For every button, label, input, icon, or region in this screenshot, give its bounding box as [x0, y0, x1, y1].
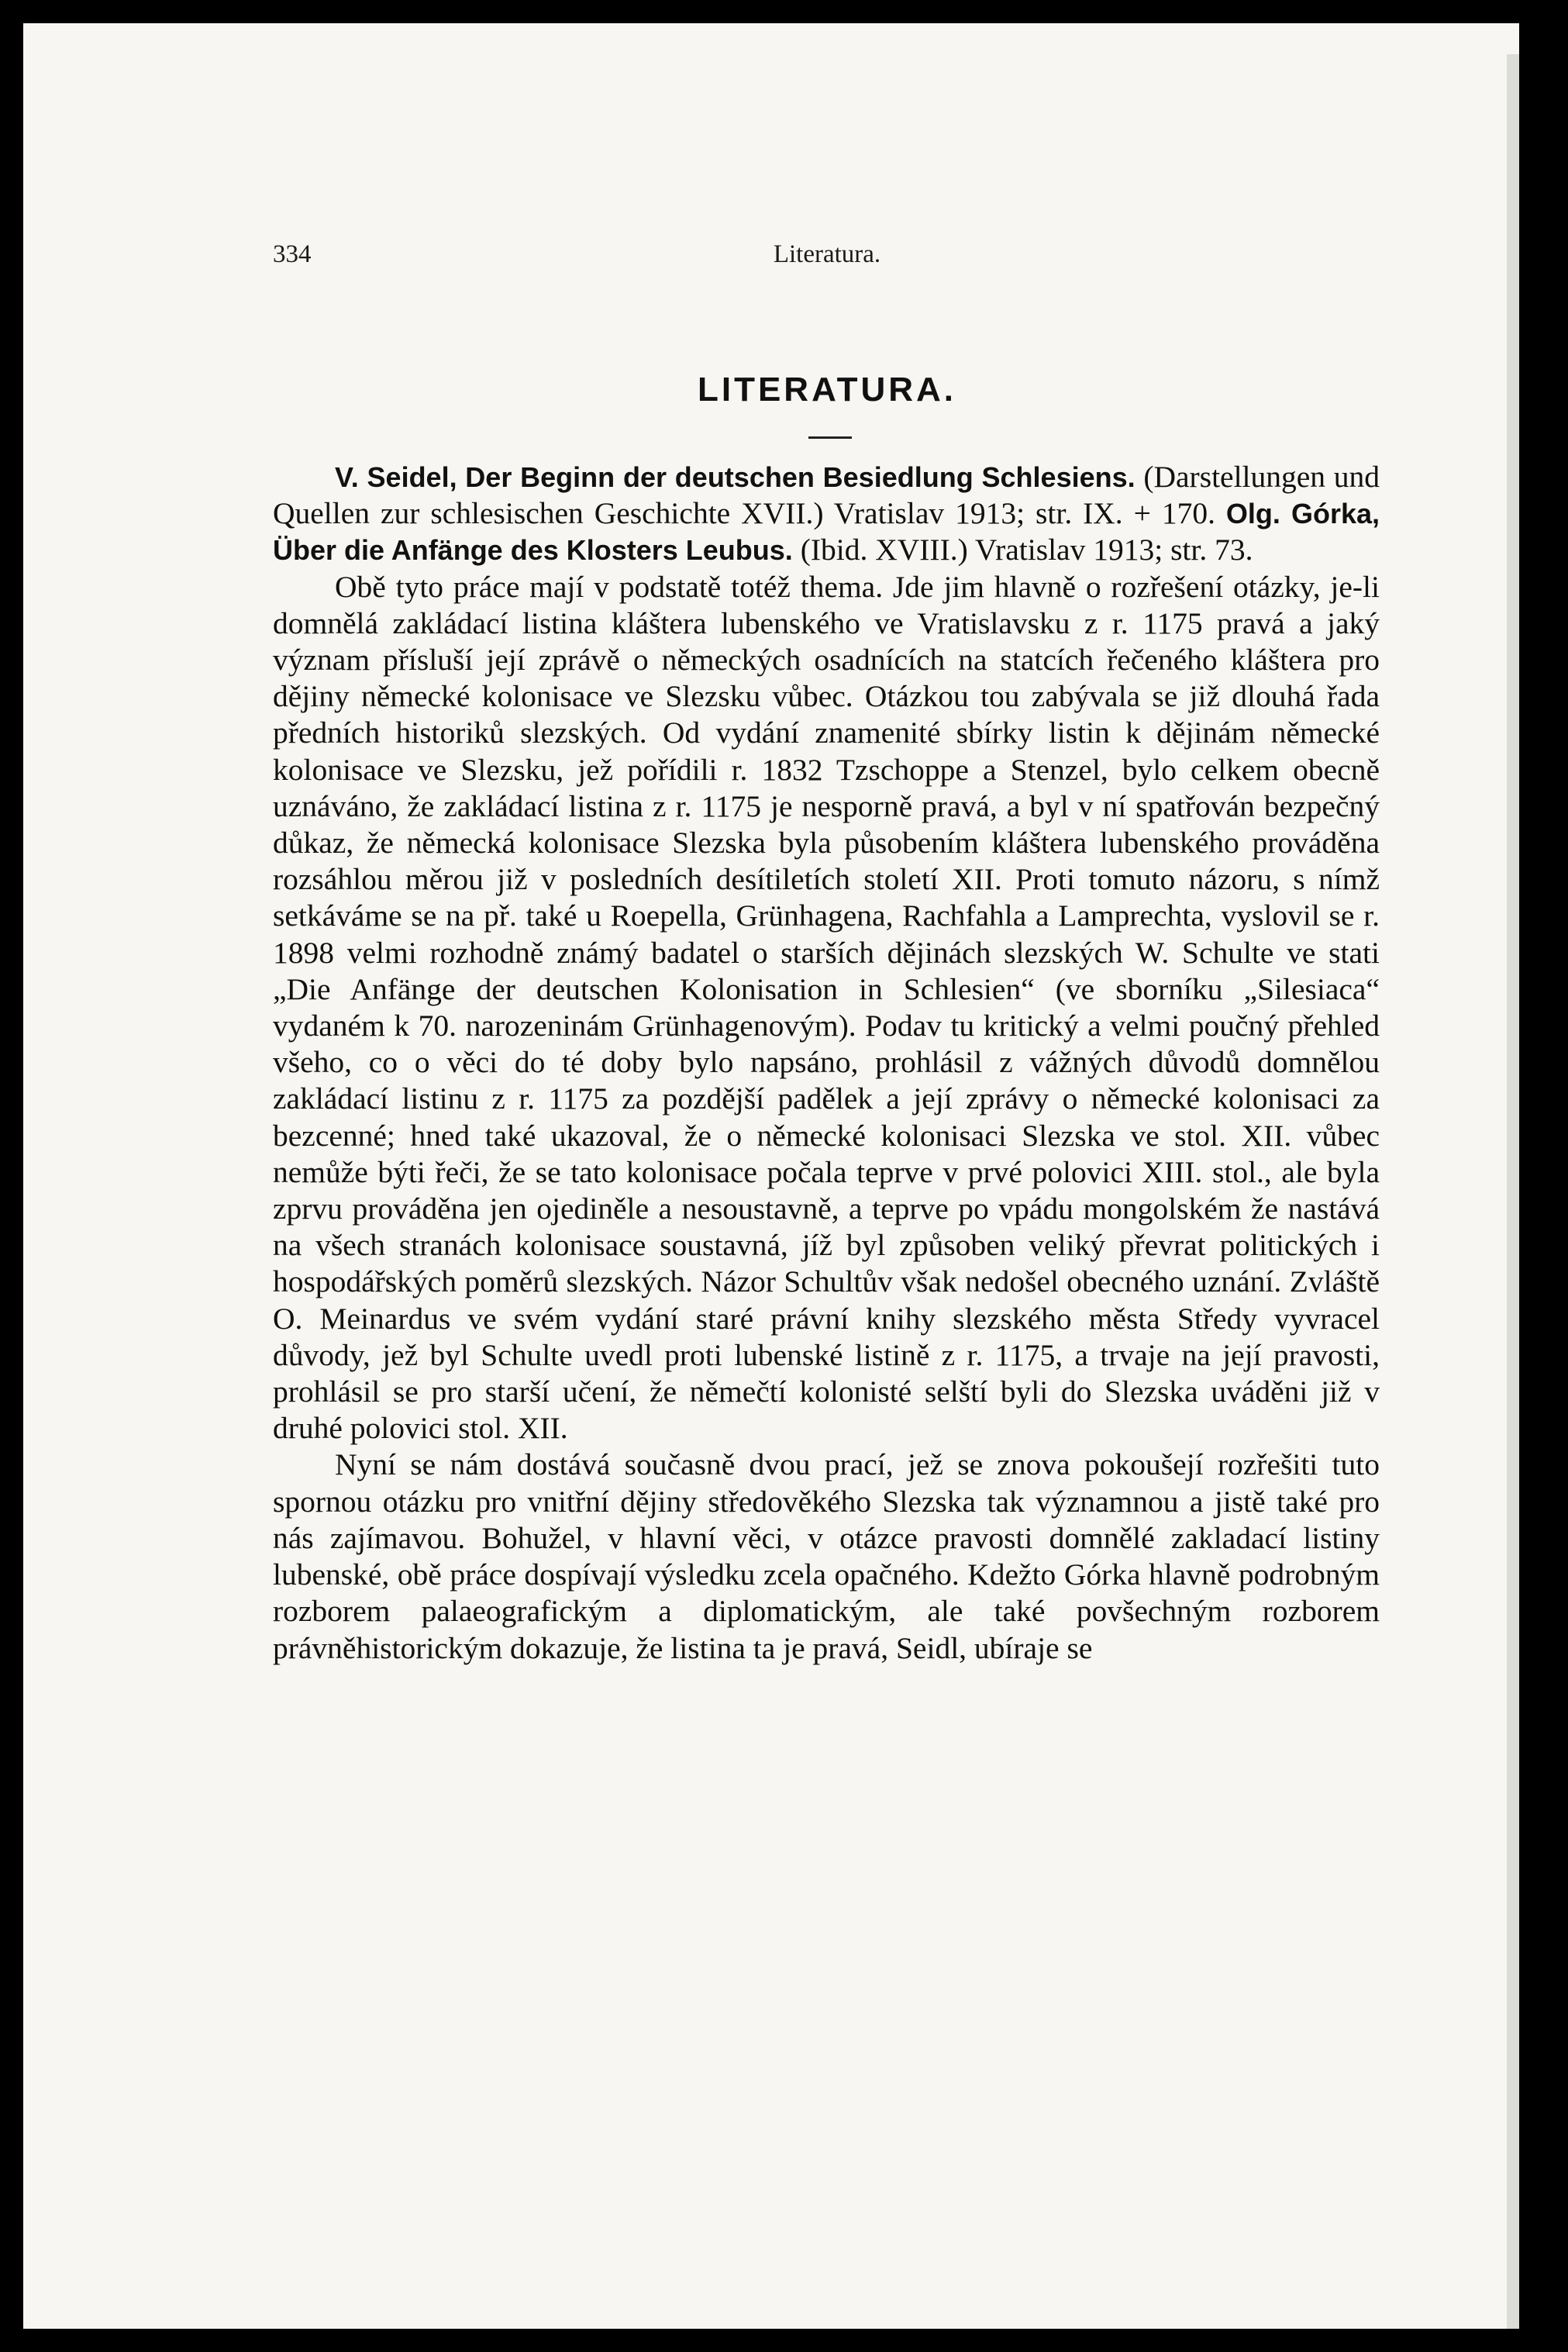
- bibliographic-reference: [273, 459, 1380, 569]
- paragraph: Nyní se nám dostává současně dvou prací, jež se znova pokoušejí rozřešiti tuto spornou otázku pro vnitřní dějiny středověkého Slezska tak významnou a jistě také pro nás zajímavou. Bohužel, v hlavní věci, v otázce pravosti domnělé zakladací listiny lubenské, obě práce dospívají výsledku zcela opačného. Kdežto Górka hlavně podrobným rozborem palaeografickým a diplomatickým, ale také povšechným rozborem právněhistorickým dokazuje, že listina ta je pravá, Seidl, ubíraje se: [273, 1447, 1380, 1665]
- page-number: 334: [273, 240, 312, 268]
- reference-author-1: V. Seidel,: [335, 461, 457, 493]
- reference-author-2: Olg. Górka,: [1225, 498, 1380, 530]
- reference-details-2: (Ibid. XVIII.) Vratislav 1913; str. 73.: [800, 533, 1253, 567]
- reference-details-1: (Darstellungen und Quellen zur schlesischen Geschichte XVII.) Vratislav 1913; str. IX. + 170.: [273, 460, 1380, 531]
- body-text: [273, 459, 1380, 1667]
- reference-title-2: Über die Anfänge des Klosters Leubus.: [273, 534, 793, 567]
- book-page: [23, 23, 1519, 2329]
- paragraph: Obě tyto práce mají v podstatě totéž thema. Jde jim hlavně o rozřešení otázky, je-li domnělá zakládací listina kláštera lubenského ve Vratislavsku z r. 1175 pravá a jaký význam přísluší její zprávě o německých osadnících na statcích řečeného kláštera pro dějiny německé kolonisace ve Slezsku vůbec. Otázkou tou zabývala se již dlouhá řada předních historiků slezských. Od vydání znamenité sbírky listin k dějinám německé kolonisace ve Slezsku, jež pořídili r. 1832 Tzschoppe a Stenzel, bylo celkem obecně uznáváno, že zakládací listina z r. 1175 je nesporně pravá, a byl v ní spatřován bezpečný důkaz, že německá kolonisace Slezska byla působením kláštera lubenského prováděna rozsáhlou měrou již v posledních desítiletích století XII. Proti tomuto názoru, s nímž setkáváme se na př. také u Roepella, Grünhagena, Rachfahla a Lamprechta, vyslovil se r. 1898 velmi rozhodně známý badatel o starších dějinách slezských W. Schulte ve stati „Die Anfänge der deutschen Kolonisation in Schlesien“ (ve sborníku „Silesiaca“ vydaném k 70. narozeninám Grünhagenovým). Podav tu kritický a velmi poučný přehled všeho, co o věci do té doby bylo napsáno, prohlásil z vážných důvodů domnělou zakládací listinu z r. 1175 za pozdější padělek a její zprávy o německé kolonisaci za bezcenné; hned také ukazoval, že o německé kolonisaci Slezska ve stol. XII. vůbec nemůže býti řeči, že se tato kolonisace počala teprve v prvé polovici XIII. stol., ale byla zprvu prováděna jen ojediněle a nesoustavně, a teprve po vpádu mongolském že nastává na všech stranách kolonisace soustavná, jíž byl způsoben veliký převrat politických i hospodářských poměrů slezských. Názor Schultův však nedošel obecného uznání. Zvláště O. Meinardus ve svém vydání staré právní knihy slezského města Středy vyvracel důvody, jež byl Schulte uvedl proti lubenské listině z r. 1175, a trvaje na její pravosti, prohlásil se pro starší učení, že němečtí kolonisté selští byli do Slezska uváděni již v druhé polovici stol. XII.: [273, 569, 1380, 1446]
- title-rule: [808, 436, 852, 439]
- reference-title-1: Der Beginn der deutschen Besiedlung Schlesiens.: [465, 461, 1136, 493]
- running-title: Literatura.: [773, 240, 881, 268]
- running-head: [273, 240, 1381, 287]
- page-edge: [1507, 54, 1519, 2329]
- section-title: LITERATURA.: [697, 371, 957, 409]
